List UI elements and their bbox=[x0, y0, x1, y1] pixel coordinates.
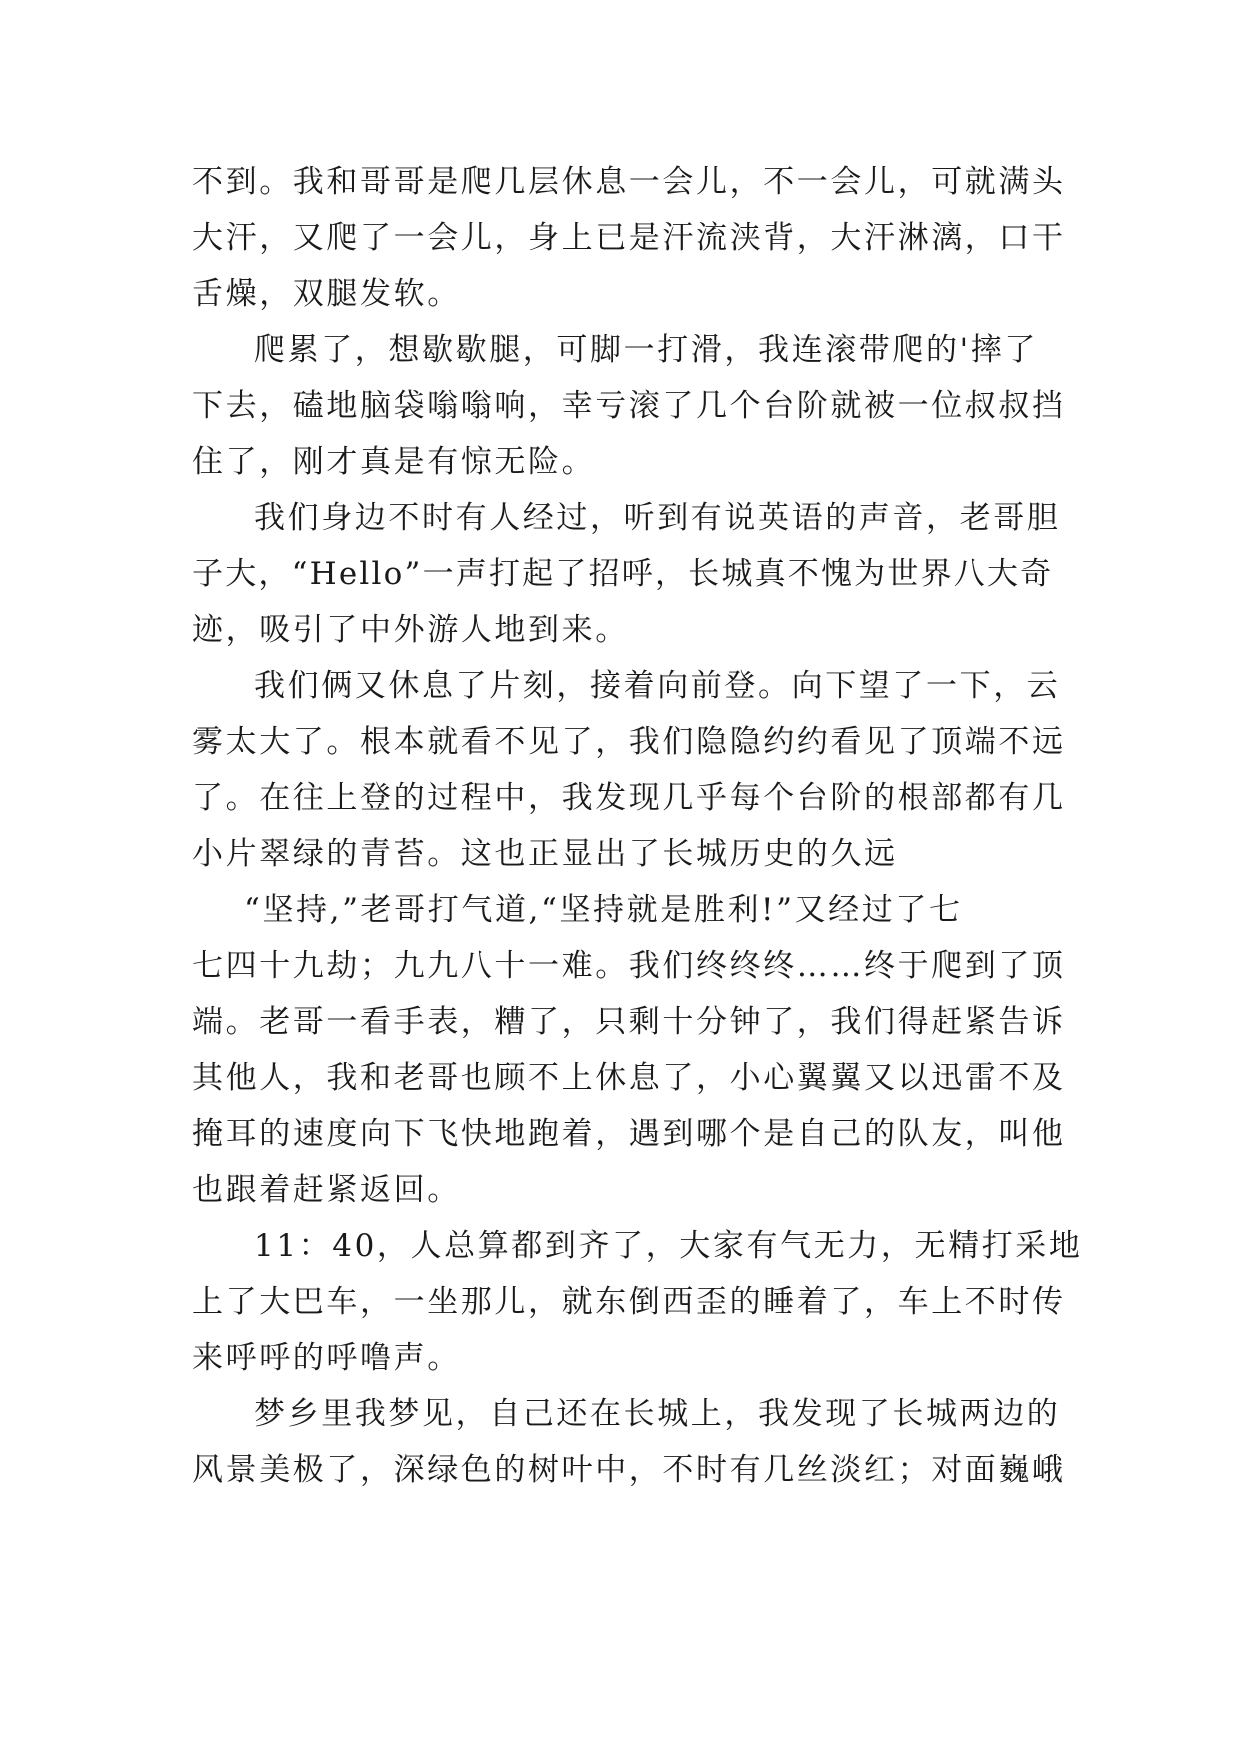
text-line: 子大，“Hello”一声打起了招呼，长城真不愧为世界八大奇 bbox=[192, 556, 1054, 592]
text-line: 住了，刚才真是有惊无险。 bbox=[192, 444, 596, 480]
paragraph-start-line: 我们俩又休息了片刻，接着向前登。向下望了一下，云 bbox=[254, 668, 1061, 704]
text-line: 掩耳的速度向下飞快地跑着，遇到哪个是自己的队友，叫他 bbox=[192, 1116, 1066, 1152]
text-line: 端。老哥一看手表，糟了，只剩十分钟了，我们得赶紧告诉 bbox=[192, 1004, 1066, 1040]
text-line: 大汗，又爬了一会儿，身上已是汗流浃背，大汗淋漓，口干 bbox=[192, 220, 1066, 256]
text-line: 雾太大了。根本就看不见了，我们隐隐约约看见了顶端不远 bbox=[192, 724, 1066, 760]
paragraph-start-line: 爬累了，想歇歇腿，可脚一打滑，我连滚带爬的'摔了 bbox=[254, 332, 1038, 368]
paragraph-start-line: 梦乡里我梦见，自己还在长城上，我发现了长城两边的 bbox=[254, 1396, 1061, 1432]
text-line: 七四十九劫；九九八十一难。我们终终终……终于爬到了顶 bbox=[192, 948, 1066, 984]
text-line: 小片翠绿的青苔。这也正显出了长城历史的久远 bbox=[192, 836, 898, 872]
text-line: 不到。我和哥哥是爬几层休息一会儿，不一会儿，可就满头 bbox=[192, 164, 1066, 200]
text-line: 了。在往上登的过程中，我发现几乎每个台阶的根部都有几 bbox=[192, 780, 1066, 816]
text-line: 其他人，我和老哥也顾不上休息了，小心翼翼又以迅雷不及 bbox=[192, 1060, 1066, 1096]
text-line: 下去，磕地脑袋嗡嗡响，幸亏滚了几个台阶就被一位叔叔挡 bbox=[192, 388, 1066, 424]
paragraph-start-line: “坚持,”老哥打气道,“坚持就是胜利!”又经过了七 bbox=[244, 892, 963, 928]
text-line: 也跟着赶紧返回。 bbox=[192, 1172, 461, 1208]
paragraph-start-line: 我们身边不时有人经过，听到有说英语的声音，老哥胆 bbox=[254, 500, 1061, 536]
text-line: 来呼呼的呼噜声。 bbox=[192, 1340, 461, 1376]
text-line: 舌燥，双腿发软。 bbox=[192, 276, 461, 312]
paragraph-start-line: 11：40，人总算都到齐了，大家有气无力，无精打采地 bbox=[254, 1228, 1083, 1264]
text-line: 风景美极了，深绿色的树叶中，不时有几丝淡红；对面巍峨 bbox=[192, 1452, 1066, 1488]
text-line: 迹，吸引了中外游人地到来。 bbox=[192, 612, 629, 648]
essay-body bbox=[192, 154, 1083, 1498]
text-line: 上了大巴车，一坐那儿，就东倒西歪的睡着了，车上不时传 bbox=[192, 1284, 1066, 1320]
